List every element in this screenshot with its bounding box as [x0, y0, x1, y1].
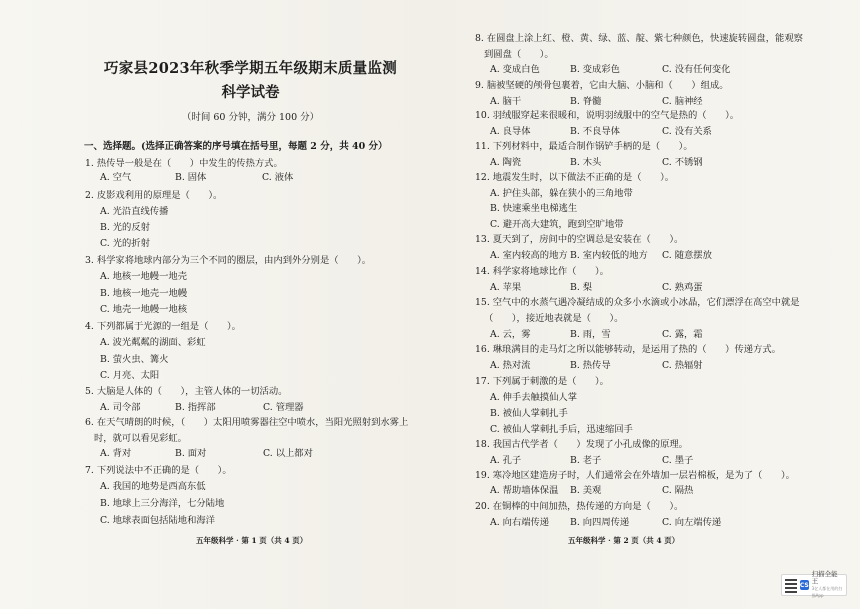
answer-option: C. 熟鸡蛋 — [662, 282, 703, 293]
answer-option: A. 波光粼粼的湖面、彩虹 — [100, 337, 206, 348]
badge-title: 扫描全能王 — [811, 570, 838, 585]
answer-option: B. 指挥部 — [175, 402, 216, 413]
question-stem: 14. 科学家将地球比作（ ）。 — [475, 266, 609, 277]
answer-option: C. 地球表面包括陆地和海洋 — [100, 515, 215, 526]
answer-option: C. 以上都对 — [263, 448, 313, 459]
page-footer: 五年级科学 · 第 2 页（共 4 页） — [568, 536, 680, 545]
answer-option: B. 地核一地壳一地幔 — [100, 288, 188, 299]
question-stem: 8. 在圆盘上涂上红、橙、黄、绿、蓝、靛、紫七种颜色，快速旋转圆盘，能观察 — [475, 33, 803, 44]
answer-option: B. 室内较低的地方 — [570, 250, 648, 261]
exam-page-2 — [468, 0, 808, 609]
answer-option: A. 我国的地势是西高东低 — [100, 481, 206, 492]
answer-option: C. 墨子 — [662, 455, 694, 466]
answer-option: B. 变成彩色 — [570, 64, 620, 75]
answer-option: A. 苹果 — [490, 282, 522, 293]
question-stem: 6. 在天气晴朗的时候，（ ）太阳用喷雾器往空中喷水，当阳光照射到水雾上 — [85, 417, 409, 428]
answer-option: B. 脊髓 — [570, 96, 602, 107]
answer-option: B. 固体 — [175, 172, 207, 183]
answer-option: C. 管理器 — [263, 402, 304, 413]
question-stem: 1. 热传导一般是在（ ）中发生的传热方式。 — [85, 158, 283, 169]
answer-option: A. 帮助墙体保温 — [490, 485, 559, 496]
question-stem: 19. 寒冷地区建造房子时，人们通常会在外墙加一层岩棉板，是为了（ ）。 — [475, 470, 795, 481]
answer-option: A. 云，雾 — [490, 329, 531, 340]
answer-option: B. 木头 — [570, 157, 602, 168]
answer-option: A. 司令部 — [100, 402, 141, 413]
answer-option: C. 隔热 — [662, 485, 694, 496]
answer-option: A. 良导体 — [490, 126, 531, 137]
answer-option: C. 没有任何变化 — [662, 64, 731, 75]
time-note: （时间 60 分钟，满分 100 分） — [181, 112, 320, 123]
question-stem: 16. 琳琅满目的走马灯之所以能够转动，是运用了热的（ ）传递方式。 — [475, 344, 781, 355]
question-stem: （ ），接近地表就是（ ）。 — [484, 313, 624, 324]
answer-option: B. 地球上三分海洋，七分陆地 — [100, 498, 225, 509]
answer-option: A. 伸手去触摸仙人掌 — [490, 392, 577, 403]
answer-option: A. 光沿直线传播 — [100, 206, 169, 217]
question-stem: 9. 脑被坚硬的颅骨包裹着，它由大脑、小脑和（ ）组成。 — [475, 80, 729, 91]
answer-option: B. 萤火虫、篝火 — [100, 354, 169, 365]
qr-code-icon — [785, 577, 797, 593]
question-stem: 11. 下列材料中，最适合制作锅铲手柄的是（ ）。 — [475, 141, 693, 152]
app-logo-icon: CS — [799, 581, 809, 589]
exam-page-1 — [78, 0, 423, 609]
question-stem: 5. 大脑是人体的（ ），主管人体的一切活动。 — [85, 386, 288, 397]
question-stem: 18. 我国古代学者（ ）发现了小孔成像的原理。 — [475, 439, 688, 450]
answer-option: B. 光的反射 — [100, 222, 150, 233]
answer-option: A. 陶瓷 — [490, 157, 522, 168]
scanner-watermark-badge — [781, 570, 847, 598]
answer-option: A. 室内较高的地方 — [490, 250, 568, 261]
answer-option: B. 向四周传递 — [570, 517, 630, 528]
answer-option: A. 护住头部，躲在狭小的三角地带 — [490, 188, 633, 199]
question-stem: 7. 下列说法中不正确的是（ ）。 — [85, 465, 232, 476]
answer-option: A. 地核一地幔一地壳 — [100, 271, 187, 282]
question-stem: 20. 在铜棒的中间加热，热传递的方向是（ ）。 — [475, 501, 684, 512]
exam-title: 巧家县2023年秋季学期五年级期末质量监测 — [103, 60, 398, 77]
exam-subtitle: 科学试卷 — [221, 84, 280, 101]
answer-option: C. 露，霜 — [662, 329, 703, 340]
answer-option: C. 光的折射 — [100, 238, 150, 249]
question-stem: 3. 科学家将地球内部分为三个不同的圈层，由内到外分别是（ ）。 — [85, 255, 372, 266]
question-stem: 17. 下列属于刺激的是（ ）。 — [475, 376, 609, 387]
answer-option: A. 脑干 — [490, 96, 522, 107]
badge-text — [812, 571, 843, 599]
answer-option: C. 液体 — [262, 172, 294, 183]
answer-option: A. 向右端传递 — [490, 517, 550, 528]
answer-option: C. 地壳一地幔一地核 — [100, 304, 188, 315]
question-stem: 15. 空气中的水蒸气遇冷凝结成的众多小水滴或小冰晶，它们漂浮在高空中就是 — [475, 297, 800, 308]
answer-option: A. 热对流 — [490, 360, 531, 371]
answer-option: C. 热辐射 — [662, 360, 703, 371]
answer-option: C. 月亮、太阳 — [100, 370, 160, 381]
answer-option: B. 不良导体 — [570, 126, 620, 137]
answer-option: A. 空气 — [100, 172, 132, 183]
answer-option: C. 不锈钢 — [662, 157, 703, 168]
answer-option: B. 雨，雪 — [570, 329, 611, 340]
answer-option: B. 面对 — [175, 448, 207, 459]
badge-subtitle: 3亿人都在用的扫描App — [811, 586, 843, 598]
answer-option: C. 避开高大建筑，跑到空旷地带 — [490, 219, 624, 230]
answer-option: A. 孔子 — [490, 455, 522, 466]
question-stem: 到圆盘（ ）。 — [484, 49, 554, 60]
question-stem: 13. 夏天到了，房间中的空调总是安装在（ ）。 — [475, 234, 684, 245]
answer-option: C. 被仙人掌刺扎手后，迅速缩回手 — [490, 424, 633, 435]
answer-option: C. 向左端传递 — [662, 517, 722, 528]
question-stem: 时，就可以看见彩虹。 — [94, 433, 187, 444]
answer-option: C. 脑神经 — [662, 96, 703, 107]
answer-option: B. 老子 — [570, 455, 602, 466]
question-stem: 2. 皮影戏利用的原理是（ ）。 — [85, 190, 223, 201]
question-stem: 4. 下列都属于光源的一组是（ ）。 — [85, 321, 241, 332]
answer-option: C. 随意摆放 — [662, 250, 712, 261]
answer-option: B. 美观 — [570, 485, 602, 496]
answer-option: C. 没有关系 — [662, 126, 712, 137]
question-stem: 10. 羽绒服穿起来很暖和，说明羽绒服中的空气是热的（ ）。 — [475, 110, 740, 121]
page-footer: 五年级科学 · 第 1 页（共 4 页） — [196, 536, 308, 545]
answer-option: A. 背对 — [100, 448, 132, 459]
answer-option: B. 快速乘坐电梯逃生 — [490, 203, 578, 214]
question-stem: 12. 地震发生时，以下做法不正确的是（ ）。 — [475, 172, 675, 183]
answer-option: B. 热传导 — [570, 360, 611, 371]
answer-option: A. 变成白色 — [490, 64, 540, 75]
answer-option: B. 被仙人掌刺扎手 — [490, 408, 568, 419]
answer-option: B. 梨 — [570, 282, 593, 293]
section-heading: 一、选择题。(选择正确答案的序号填在括号里，每题 2 分，共 40 分） — [84, 141, 388, 152]
